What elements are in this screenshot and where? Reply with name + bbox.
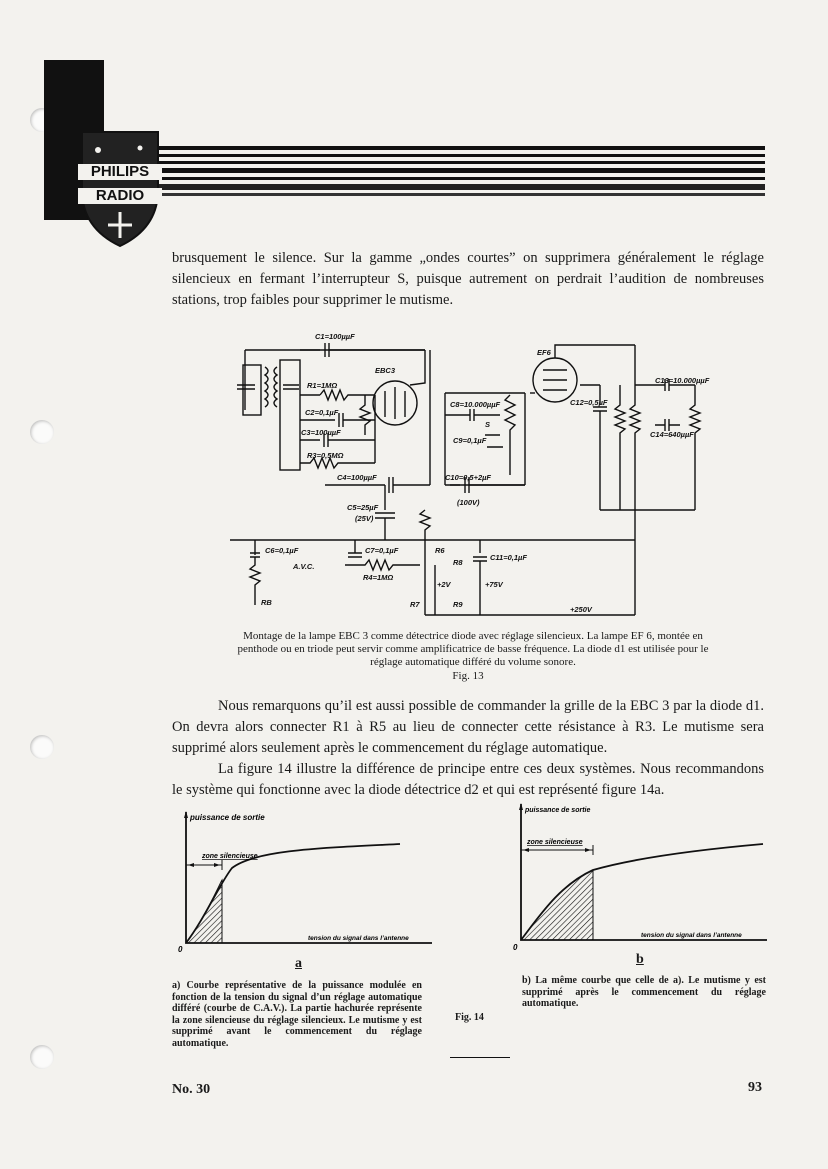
label-r7: R7 xyxy=(410,600,420,609)
graph-b-xlabel: tension du signal dans l’antenne xyxy=(641,932,742,939)
label-avc: A.V.C. xyxy=(293,562,315,571)
graph-a-letter: a xyxy=(295,956,302,971)
label-r8: R8 xyxy=(453,558,463,567)
label-rb: RB xyxy=(261,598,272,607)
graph-b-caption: b) La même courbe que celle de a). Le mutisme y est supprimé après le commencement du réglage automatique. xyxy=(522,975,766,1009)
label-s: S xyxy=(485,420,491,429)
label-c4: C4=100µµF xyxy=(337,473,377,482)
label-r4: R4=1MΩ xyxy=(363,573,394,582)
graph-a-caption: a) Courbe représentative de la puissance modulée en fonction de la tension du signal d’un réglage automatique différé (courbe de C.A.V.). La partie hachurée représente la zone silencieuse du réglage silencieux. Le mutisme y est supprimé avant le commencement du réglage automatique. xyxy=(172,980,422,1049)
graph-a-ylabel: puissance de sortie xyxy=(190,813,265,822)
label-c11: C11=0,1µF xyxy=(490,553,527,562)
header-stripes xyxy=(100,140,765,200)
paragraph-figure14: La figure 14 illustre la différence de principe entre ces deux systèmes. Nous recommandons le système qui fonctionne avec la diode détectrice d2 et qui est représenté figure 14a. xyxy=(172,761,764,798)
label-v75: +75V xyxy=(485,580,503,589)
paragraph-intro: brusquement le silence. Sur la gamme „ondes courtes” on supprimera généralement le réglage silencieux en fermant l’interrupteur S, puisque autrement on perdrait l’audition de nombreuses stations, trop faibles pour supprimer le mutisme. xyxy=(172,250,764,308)
graph-a-xlabel: tension du signal dans l’antenne xyxy=(308,935,409,942)
label-c12: C12=0,5µF xyxy=(570,398,608,407)
label-c2: C2=0,1µF xyxy=(305,408,339,417)
label-c8: C8=10.000µµF xyxy=(450,400,501,409)
label-c10: C10=0,5+2µF xyxy=(445,473,492,482)
label-c13: C13=10.000µµF xyxy=(655,376,710,385)
graph-a xyxy=(170,808,440,958)
label-ef6: EF6 xyxy=(537,348,551,357)
graph-b-ylabel: puissance de sortie xyxy=(525,807,591,814)
figure-14-label: Fig. 14 xyxy=(455,1012,484,1023)
figure-13-caption: Montage de la lampe EBC 3 comme détectrice diode avec réglage silencieux. La lampe EF 6, montée en penthode ou en triode peut servir comme amplificatrice de basse fréquence. La diode d1 est utilisée pour le réglage automatique différé du volume sonore. xyxy=(237,630,709,668)
graph-a-zone: zone silencieuse xyxy=(202,853,258,860)
label-c14: C14=640µµF xyxy=(650,430,694,439)
label-c7: C7=0,1µF xyxy=(365,546,399,555)
graph-a-origin: 0 xyxy=(178,945,183,954)
label-r1: R1=1MΩ xyxy=(307,381,338,390)
issue-number: No. 30 xyxy=(172,1082,211,1097)
label-c10-voltage: (100V) xyxy=(457,498,480,507)
label-c5-voltage: (25V) xyxy=(355,514,374,523)
graph-b-origin: 0 xyxy=(513,943,518,952)
label-r3: R3=0,5MΩ xyxy=(307,451,344,460)
circuit-schematic xyxy=(225,325,720,630)
graph-b xyxy=(505,800,770,955)
binder-hole-4 xyxy=(30,1045,54,1069)
logo-line1: PHILIPS xyxy=(90,163,150,180)
figure-13-label: Fig. 13 xyxy=(452,670,484,682)
footer-rule xyxy=(450,1057,510,1058)
label-r9: R9 xyxy=(453,600,463,609)
label-v250: +250V xyxy=(570,605,592,614)
label-r6: R6 xyxy=(435,546,445,555)
binder-hole-2 xyxy=(30,420,54,444)
logo-line2: RADIO xyxy=(95,187,145,204)
page-number: 93 xyxy=(748,1080,762,1095)
label-c3: C3=100µµF xyxy=(301,428,341,437)
paragraph-remark: Nous remarquons qu’il est aussi possible de commander la grille de la EBC 3 par la diode d1. On devra alors connecter R1 à R5 au lieu de connecter cette résistance à R3. Le mutisme sera supprimé alors seulement après le commencement du réglage automatique. xyxy=(172,698,764,756)
label-c9: C9=0,1µF xyxy=(453,436,487,445)
label-ebc3: EBC3 xyxy=(375,366,396,375)
binder-hole-3 xyxy=(30,735,54,759)
label-c6: C6=0,1µF xyxy=(265,546,299,555)
label-c5: C5=25µF xyxy=(347,503,379,512)
label-v2: +2V xyxy=(437,580,451,589)
graph-b-letter: b xyxy=(636,952,644,967)
label-c1: C1=100µµF xyxy=(315,332,355,341)
graph-b-zone: zone silencieuse xyxy=(527,839,583,846)
